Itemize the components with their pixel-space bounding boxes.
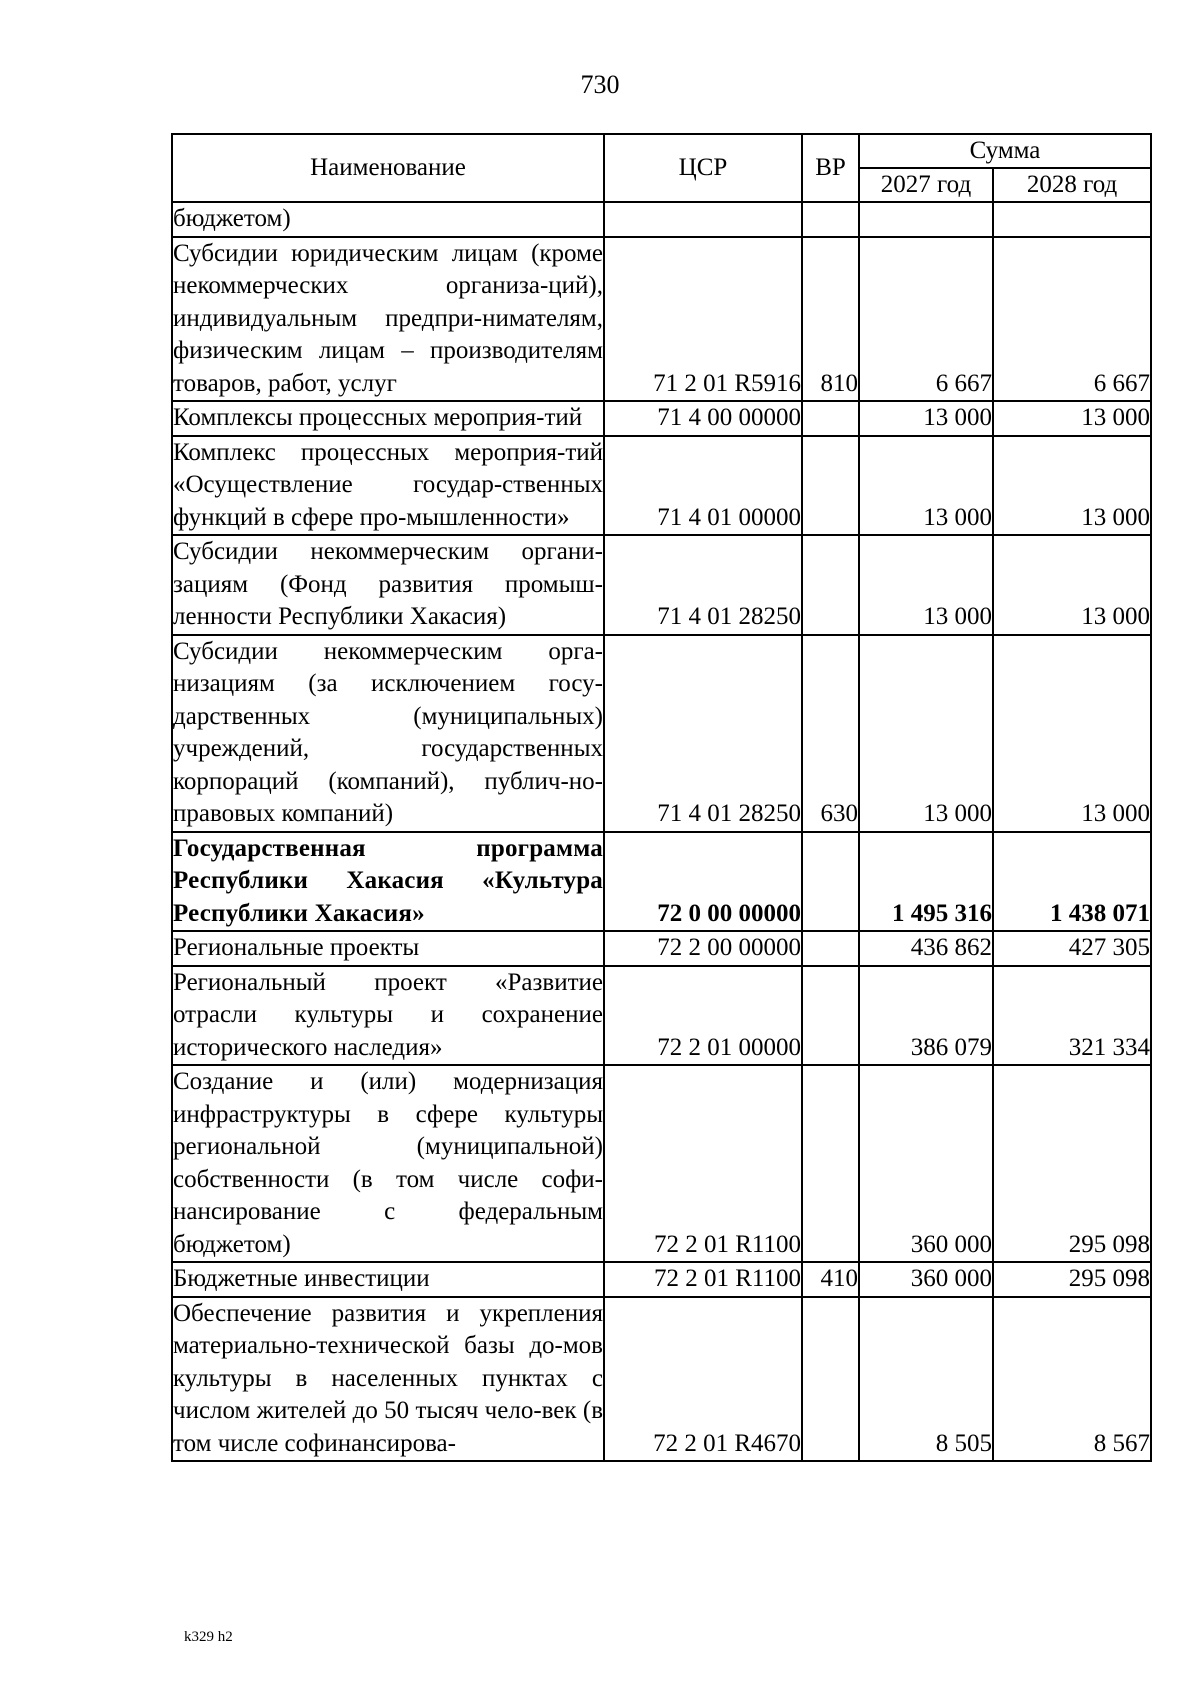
row-csr-cell: 72 2 01 R1100: [604, 1262, 802, 1297]
row-name-cell: Комплекс процессных мероприя-тий «Осуществление государ-ственных функций в сфере про-мышленности»: [172, 436, 604, 536]
table-row: [172, 1297, 1151, 1462]
row-csr-cell: 71 4 01 00000: [604, 436, 802, 536]
row-name-cell: Субсидии некоммерческим орга-низациям (за исключением госу-дарственных (муниципальных) учреждений, государственных корпораций (компаний), публич-но-правовых компаний): [172, 635, 604, 832]
table-header-row: [172, 134, 1151, 168]
row-2028-cell: 1 438 071: [993, 832, 1151, 932]
row-name-cell: Субсидии юридическим лицам (кроме некоммерческих организа-ций), индивидуальным предпри-нимателям, физическим лицам – производителям товаров, работ, услуг: [172, 237, 604, 402]
row-2027-cell: [859, 202, 993, 237]
row-2028-cell: 13 000: [993, 535, 1151, 635]
row-vr-cell: 410: [802, 1262, 859, 1297]
row-2027-cell: 360 000: [859, 1262, 993, 1297]
row-2028-cell: 13 000: [993, 401, 1151, 436]
row-csr-cell: [604, 202, 802, 237]
row-name-cell: Бюджетные инвестиции: [172, 1262, 604, 1297]
row-2027-cell: 360 000: [859, 1065, 993, 1262]
row-2028-cell: 321 334: [993, 966, 1151, 1066]
row-2027-cell: 436 862: [859, 931, 993, 966]
row-csr-cell: 72 2 01 R4670: [604, 1297, 802, 1462]
table-row: [172, 1065, 1151, 1262]
row-2028-cell: 295 098: [993, 1262, 1151, 1297]
row-vr-cell: [802, 1065, 859, 1262]
row-csr-cell: 72 0 00 00000: [604, 832, 802, 932]
table-row: [172, 401, 1151, 436]
row-2027-cell: 386 079: [859, 966, 993, 1066]
row-vr-cell: [802, 202, 859, 237]
table-row: [172, 535, 1151, 635]
table-row: [172, 931, 1151, 966]
row-2027-cell: 8 505: [859, 1297, 993, 1462]
row-vr-cell: 630: [802, 635, 859, 832]
row-csr-cell: 71 4 01 28250: [604, 535, 802, 635]
row-name-cell: Региональные проекты: [172, 931, 604, 966]
row-2028-cell: [993, 202, 1151, 237]
row-2027-cell: 13 000: [859, 436, 993, 536]
row-vr-cell: 810: [802, 237, 859, 402]
table-row: [172, 237, 1151, 402]
row-vr-cell: [802, 436, 859, 536]
header-year-2027: 2027 год: [859, 168, 993, 202]
table-row: [172, 966, 1151, 1066]
row-2027-cell: 13 000: [859, 401, 993, 436]
row-2028-cell: 13 000: [993, 436, 1151, 536]
row-name-cell: Обеспечение развития и укрепления материально-технической базы до-мов культуры в населенных пунктах с числом жителей до 50 тысяч чело-век (в том числе софинансирова-: [172, 1297, 604, 1462]
row-2028-cell: 6 667: [993, 237, 1151, 402]
row-vr-cell: [802, 966, 859, 1066]
row-csr-cell: 71 2 01 R5916: [604, 237, 802, 402]
row-2027-cell: 13 000: [859, 635, 993, 832]
row-name-cell: бюджетом): [172, 202, 604, 237]
row-2028-cell: 295 098: [993, 1065, 1151, 1262]
row-vr-cell: [802, 401, 859, 436]
row-vr-cell: [802, 1297, 859, 1462]
table-body: [172, 202, 1151, 1461]
table-row: [172, 436, 1151, 536]
header-name: Наименование: [172, 134, 604, 202]
page-number: 730: [580, 70, 620, 99]
table-row: [172, 635, 1151, 832]
row-csr-cell: 71 4 00 00000: [604, 401, 802, 436]
header-year-2028: 2028 год: [993, 168, 1151, 202]
table-row: [172, 202, 1151, 237]
header-vr: ВР: [802, 134, 859, 202]
row-vr-cell: [802, 832, 859, 932]
row-2028-cell: 8 567: [993, 1297, 1151, 1462]
row-2027-cell: 1 495 316: [859, 832, 993, 932]
row-vr-cell: [802, 535, 859, 635]
header-sum: Сумма: [859, 134, 1151, 168]
row-csr-cell: 72 2 01 00000: [604, 966, 802, 1066]
row-csr-cell: 72 2 00 00000: [604, 931, 802, 966]
footer-code: k329 h2: [184, 1629, 233, 1645]
row-csr-cell: 71 4 01 28250: [604, 635, 802, 832]
row-name-cell: Комплексы процессных мероприя-тий: [172, 401, 604, 436]
row-name-cell: Региональный проект «Развитие отрасли культуры и сохранение исторического наследия»: [172, 966, 604, 1066]
row-2028-cell: 427 305: [993, 931, 1151, 966]
table-row: [172, 832, 1151, 932]
row-name-cell: Субсидии некоммерческим органи-зациям (Фонд развития промыш-ленности Республики Хакасия): [172, 535, 604, 635]
row-2028-cell: 13 000: [993, 635, 1151, 832]
row-name-cell: Создание и (или) модернизация инфраструктуры в сфере культуры региональной (муниципальной) собственности (в том числе софи-нансирование с федеральным бюджетом): [172, 1065, 604, 1262]
row-csr-cell: 72 2 01 R1100: [604, 1065, 802, 1262]
budget-table: [171, 133, 1152, 1462]
row-vr-cell: [802, 931, 859, 966]
row-2027-cell: 13 000: [859, 535, 993, 635]
row-name-cell: Государственная программа Республики Хакасия «Культура Республики Хакасия»: [172, 832, 604, 932]
header-csr: ЦСР: [604, 134, 802, 202]
row-2027-cell: 6 667: [859, 237, 993, 402]
table-row: [172, 1262, 1151, 1297]
